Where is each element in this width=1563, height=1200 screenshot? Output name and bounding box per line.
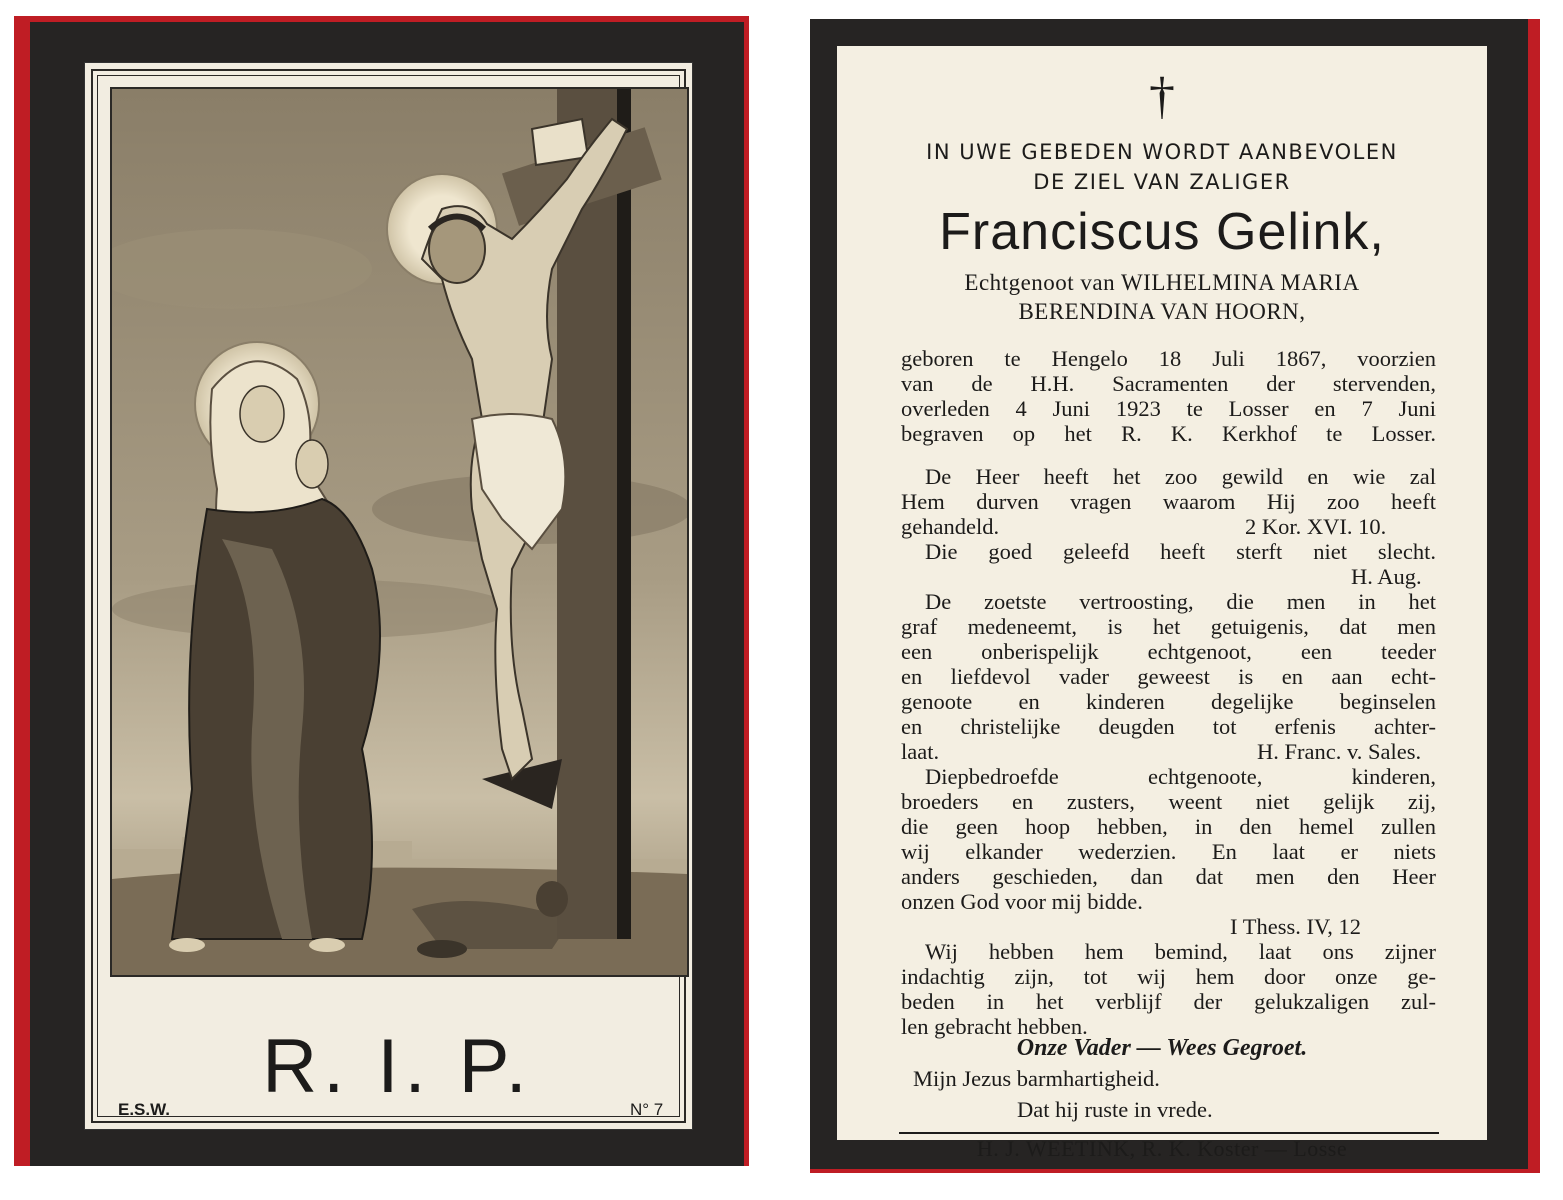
footer-divider	[899, 1132, 1439, 1134]
quote-citation: I Thess. IV, 12	[1230, 914, 1362, 939]
quote-line: genoote en kinderen degelijke beginselen	[901, 689, 1436, 714]
left-card	[14, 16, 749, 1166]
cross-icon: †	[1149, 68, 1175, 125]
rest-in-peace-line: Dat hij ruste in vrede.	[1017, 1097, 1213, 1122]
quote-line: Die goed geleefd heeft sterft niet slecht.	[925, 539, 1436, 564]
quote-line: Wij hebben hem bemind, laat ons zijner	[925, 939, 1436, 964]
quote-line: indachtig zijn, tot wij hem door onze ge-	[901, 964, 1436, 989]
heading-line-2: DE ZIEL VAN ZALIGER	[1033, 170, 1291, 194]
card-back-panel	[837, 46, 1487, 1161]
heading-line-1: IN UWE GEBEDEN WORDT AANBEVOLEN	[926, 140, 1398, 164]
quote-line: broeders en zusters, weent niet gelijk zij,	[901, 789, 1436, 814]
mourning-border	[30, 22, 744, 1166]
quote-citation: 2 Kor. XVI. 10.	[1245, 514, 1387, 539]
quote-line: De Heer heeft het zoo gewild en wie zal	[925, 464, 1436, 489]
quote-line: die geen hoop hebben, in den hemel zullen	[901, 814, 1436, 839]
bio-line: van de H.H. Sacramenten der stervenden,	[901, 371, 1436, 396]
quote-line: Diepbedroefde echtgenoote, kinderen,	[925, 764, 1436, 789]
quote-line: De zoetste vertroosting, die men in het	[925, 589, 1436, 614]
quote-line: beden in het verblijf der gelukzaligen zul-	[901, 989, 1436, 1014]
quote-line: en liefdevol vader geweest is en aan echt-	[901, 664, 1436, 689]
quote-line: graf medeneemt, is het getuigenis, dat men	[901, 614, 1436, 639]
card-front-panel	[84, 62, 693, 1130]
ejaculation-line: Mijn Jezus barmhartigheid.	[913, 1066, 1160, 1091]
quote-line: gehandeld.	[901, 514, 1000, 539]
quote-line: wij elkander wederzien. En laat er niets	[901, 839, 1436, 864]
quote-line: onzen God voor mij bidde.	[901, 889, 1143, 914]
right-card	[810, 19, 1540, 1173]
crucifixion-illustration	[110, 87, 689, 977]
spouse-line-1: Echtgenoot van WILHELMINA MARIA	[964, 270, 1360, 295]
deceased-name: Franciscus Gelink,	[939, 203, 1385, 261]
publisher-mark: E.S.W.	[118, 1100, 170, 1119]
quote-line: Hem durven vragen waarom Hij zoo heeft	[901, 489, 1436, 514]
rip-inscription: R. I. P.	[262, 1024, 533, 1109]
bio-line: begraven op het R. K. Kerkhof te Losser.	[901, 421, 1436, 446]
bio-line: geboren te Hengelo 18 Juli 1867, voorzien	[901, 346, 1436, 371]
spouse-line-2: BERENDINA VAN HOORN,	[1018, 299, 1306, 324]
quote-line: en christelijke deugden tot erfenis achter-	[901, 714, 1436, 739]
quote-line: een onberispelijk echtgenoot, een teeder	[901, 639, 1436, 664]
bio-line: overleden 4 Juni 1923 te Losser en 7 Juni	[901, 396, 1436, 421]
quote-line: anders geschieden, dan dat men den Heer	[901, 864, 1436, 889]
mourning-border	[810, 19, 1528, 1169]
quote-line: laat.	[901, 739, 940, 764]
card-number: N° 7	[630, 1100, 664, 1119]
quote-line: len gebracht hebben.	[901, 1014, 1088, 1039]
quote-citation: H. Aug.	[1351, 564, 1422, 589]
printer-footer: H. J. WEETINK, R. K. Koster — Losse	[976, 1136, 1348, 1161]
prayers-line: Onze Vader — Wees Gegroet.	[1016, 1035, 1308, 1061]
quote-citation: H. Franc. v. Sales.	[1257, 739, 1422, 764]
